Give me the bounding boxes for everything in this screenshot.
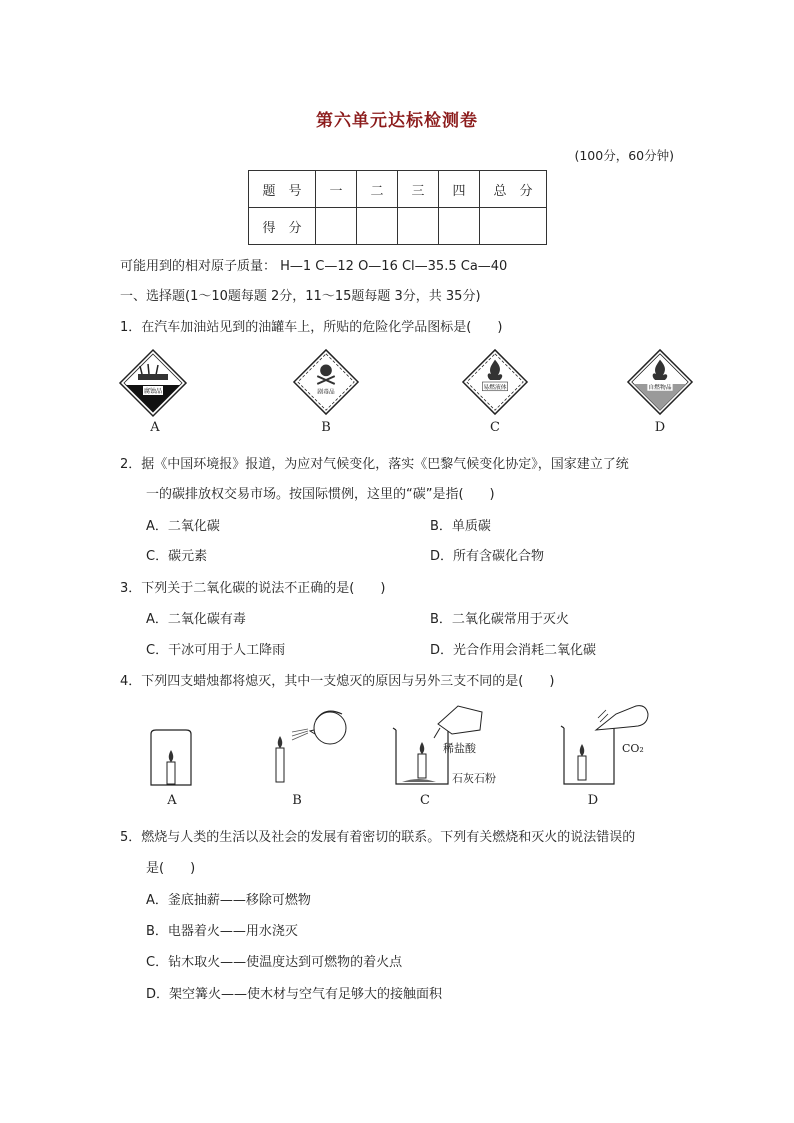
q1-sign-text-d: 自燃物品	[648, 384, 672, 391]
q1-label-c: C	[490, 420, 500, 435]
q3-option-d[interactable]: D．光合作用会消耗二氧化碳	[430, 643, 597, 658]
score-header-cell: 总 分	[480, 171, 547, 208]
score-table	[248, 170, 547, 245]
spontaneous-combustion-sign-icon	[626, 348, 694, 416]
q3-option-a[interactable]: A．二氧化碳有毒	[146, 612, 246, 627]
q3-stem: 3．下列关于二氧化碳的说法不正确的是( )	[120, 581, 386, 596]
score-cell[interactable]	[480, 208, 547, 245]
q4-label-b: B	[292, 793, 302, 808]
q1-sign-text-c: 易燃液体	[483, 384, 507, 391]
q4-label-limestone-powder: 石灰石粉	[452, 772, 496, 785]
score-cell[interactable]	[357, 208, 398, 245]
q3-option-b[interactable]: B．二氧化碳常用于灭火	[430, 612, 569, 627]
q5-option-b[interactable]: B．电器着火——用水浇灭	[146, 924, 298, 939]
q2-stem-line1: 2．据《中国环境报》报道，为应对气候变化，落实《巴黎气候变化协定》，国家建立了统	[120, 457, 629, 472]
q4-label-a: A	[167, 793, 177, 808]
score-table-header-row	[249, 171, 547, 208]
score-row-label: 得 分	[249, 208, 316, 245]
q5-option-d[interactable]: D．架空篝火——使木材与空气有足够大的接触面积	[146, 987, 443, 1002]
score-table-score-row	[249, 208, 547, 245]
toxic-sign-icon	[292, 348, 360, 416]
q5-option-a[interactable]: A．釜底抽薪——移除可燃物	[146, 893, 311, 908]
q2-option-b[interactable]: B．单质碳	[430, 519, 491, 534]
q4-label-c: C	[420, 793, 430, 808]
q5-option-c[interactable]: C．钻木取火——使温度达到可燃物的着火点	[146, 955, 403, 970]
corrosive-sign-icon	[118, 348, 188, 418]
q1-label-d: D	[654, 420, 666, 435]
flammable-liquid-sign-icon	[461, 348, 529, 416]
q4-label-d: D	[587, 793, 599, 808]
atomic-masses: 可能用到的相对原子质量： H—1 C—12 O—16 Cl—35.5 Ca—40	[120, 259, 508, 274]
page-title: 第六单元达标检测卷	[316, 111, 478, 131]
q2-option-a[interactable]: A．二氧化碳	[146, 519, 220, 534]
score-cell[interactable]	[398, 208, 439, 245]
q3-option-c[interactable]: C．干冰可用于人工降雨	[146, 643, 286, 658]
section-heading: 一、选择题(1～10题每题 2分，11～15题每题 3分，共 35分)	[120, 289, 481, 304]
score-header-cell: 题 号	[249, 171, 316, 208]
q1-label-b: B	[321, 420, 331, 435]
q1-sign-text-a: 腐蚀品	[143, 388, 163, 395]
score-cell[interactable]	[316, 208, 357, 245]
score-header-cell: 三	[398, 171, 439, 208]
q2-option-d[interactable]: D．所有含碳化合物	[430, 549, 545, 564]
score-header-cell: 一	[316, 171, 357, 208]
q2-stem-line2: 一的碳排放权交易市场。按国际惯例，这里的“碳”是指( )	[146, 487, 495, 502]
q5-stem-line1: 5．燃烧与人类的生活以及社会的发展有着密切的联系。下列有关燃烧和灭火的说法错误的	[120, 830, 636, 845]
q1-label-a: A	[150, 420, 160, 435]
q1-sign-text-b: 剧毒品	[317, 389, 335, 396]
candle-in-jar-icon	[148, 728, 194, 786]
score-header-cell: 二	[357, 171, 398, 208]
blowing-candle-icon	[270, 700, 352, 784]
q4-label-co2: CO₂	[622, 742, 644, 755]
q1-stem: 1．在汽车加油站见到的油罐车上，所贴的危险化学品图标是( )	[120, 320, 503, 335]
exam-timing: (100分，60分钟)	[574, 148, 674, 163]
q2-option-c[interactable]: C．碳元素	[146, 549, 208, 564]
q4-stem: 4．下列四支蜡烛都将熄灭，其中一支熄灭的原因与另外三支不同的是( )	[120, 674, 555, 689]
score-header-cell: 四	[439, 171, 480, 208]
score-cell[interactable]	[439, 208, 480, 245]
q4-label-dilute-hcl: 稀盐酸	[443, 742, 476, 755]
q5-stem-line2: 是( )	[146, 861, 196, 876]
